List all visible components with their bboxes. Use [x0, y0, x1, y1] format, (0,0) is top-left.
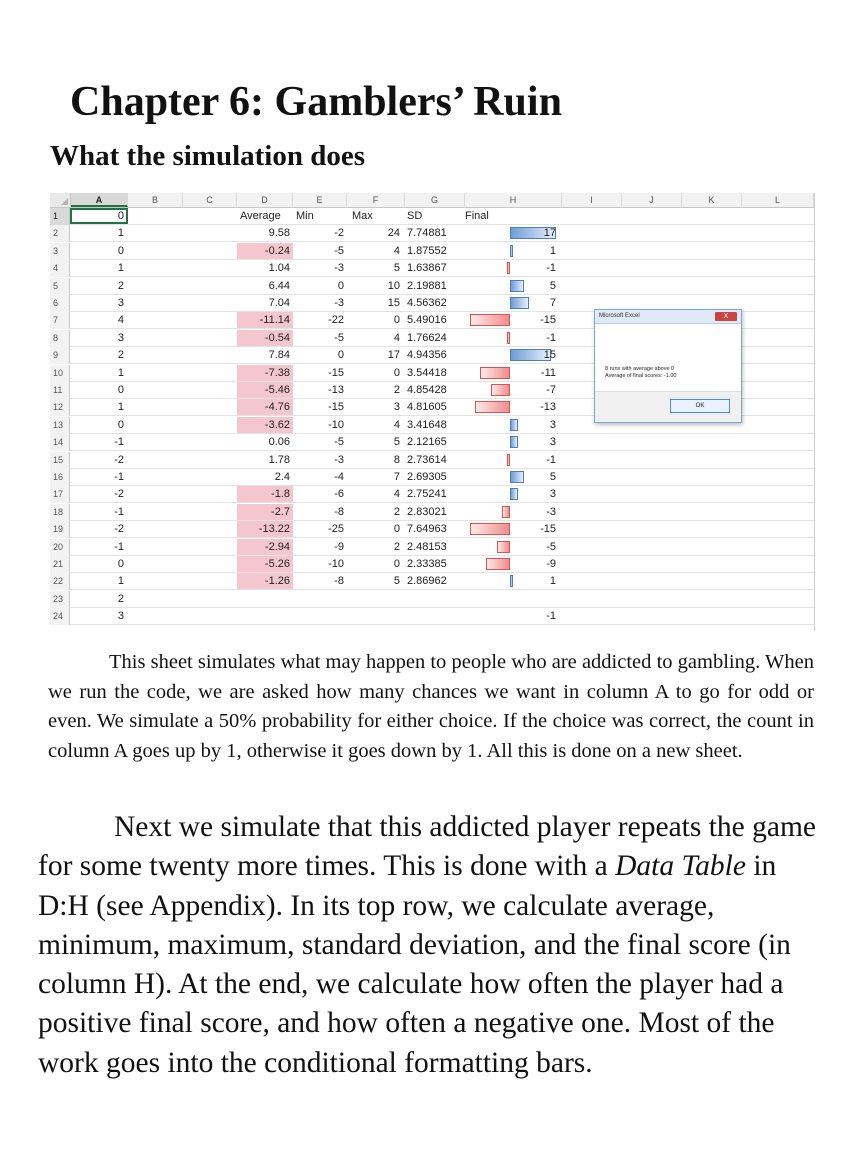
- cell-average[interactable]: 7.84: [268, 349, 290, 362]
- row-number[interactable]: 16: [50, 469, 70, 486]
- dialog-message-average: Average of final scores: -1.00: [605, 373, 677, 379]
- cell-final[interactable]: 5: [549, 279, 556, 292]
- sheet-row: [50, 208, 814, 225]
- cell-min[interactable]: -22: [328, 314, 344, 327]
- cell-a[interactable]: -2: [114, 523, 124, 536]
- sheet-row: [50, 573, 814, 590]
- cell-final[interactable]: 5: [549, 471, 556, 483]
- row-number[interactable]: 11: [50, 382, 70, 399]
- sheet-row: [50, 608, 814, 625]
- cell-sd[interactable]: 2.83021: [407, 505, 447, 518]
- cell-max[interactable]: 15: [387, 297, 400, 309]
- cell-max[interactable]: 7: [393, 471, 400, 483]
- cell-final[interactable]: -9: [546, 558, 556, 570]
- cell-a[interactable]: 3: [117, 610, 124, 623]
- header-average[interactable]: Average: [240, 210, 281, 222]
- row-number[interactable]: 17: [50, 486, 70, 503]
- cell-a[interactable]: 2: [117, 349, 124, 362]
- cell-sd[interactable]: 2.86962: [407, 575, 447, 588]
- header-sd[interactable]: SD: [407, 210, 423, 222]
- column-header-h[interactable]: H: [465, 193, 562, 207]
- cell-max[interactable]: 3: [393, 401, 400, 414]
- row-number[interactable]: 18: [50, 504, 70, 521]
- sheet-row: [50, 452, 814, 469]
- cell-sd[interactable]: 7.64963: [407, 523, 447, 536]
- cell-min[interactable]: -15: [328, 366, 344, 379]
- cell-a[interactable]: -1: [114, 436, 124, 449]
- cell-average[interactable]: -1.26: [237, 573, 293, 589]
- cell-a[interactable]: 2: [117, 279, 124, 292]
- cell-max[interactable]: 10: [387, 279, 400, 292]
- cell-average[interactable]: 9.58: [268, 227, 290, 240]
- cell-max[interactable]: 2: [393, 540, 400, 553]
- cell-a[interactable]: -2: [114, 488, 124, 501]
- cell-min[interactable]: 0: [337, 279, 344, 292]
- cell-min[interactable]: -10: [328, 558, 344, 570]
- cell-a[interactable]: 3: [117, 331, 124, 344]
- close-icon[interactable]: X: [715, 312, 737, 321]
- column-header-d[interactable]: D: [237, 193, 293, 207]
- cell-a[interactable]: 1: [117, 575, 124, 588]
- dialog-title: Microsoft Excel: [599, 313, 640, 319]
- cell-final[interactable]: -1: [546, 610, 556, 623]
- column-header-c[interactable]: C: [183, 193, 237, 207]
- cell-max[interactable]: 24: [387, 227, 400, 240]
- cell-sd[interactable]: 4.56362: [407, 297, 447, 309]
- cell-final[interactable]: -11: [540, 366, 556, 379]
- cell-average[interactable]: -3.62: [237, 417, 293, 433]
- cell-max[interactable]: 0: [393, 558, 400, 570]
- sheet-row: [50, 260, 814, 277]
- cell-sd[interactable]: 3.41648: [407, 418, 447, 431]
- cell-average[interactable]: -0.54: [237, 330, 293, 346]
- cell-min[interactable]: -4: [334, 471, 344, 483]
- cell-average[interactable]: 6.44: [268, 279, 290, 292]
- row-number[interactable]: 4: [50, 260, 70, 277]
- cell-average[interactable]: -5.46: [237, 382, 293, 398]
- cell-min[interactable]: -6: [334, 488, 344, 501]
- cell-min[interactable]: 0: [337, 349, 344, 362]
- cell-sd[interactable]: 3.54418: [407, 366, 447, 379]
- paragraph-data-table: [38, 808, 818, 1083]
- cell-final[interactable]: -1: [546, 262, 556, 275]
- cell-max[interactable]: 0: [393, 314, 400, 327]
- select-all-corner[interactable]: [50, 193, 71, 207]
- cell-final[interactable]: 3: [549, 436, 556, 449]
- sheet-row: [50, 556, 814, 573]
- cell-final[interactable]: 7: [549, 297, 556, 309]
- cell-average[interactable]: 0.06: [268, 436, 290, 449]
- cell-average[interactable]: [237, 608, 293, 624]
- cell-final[interactable]: 1: [549, 244, 556, 257]
- cell-min[interactable]: -8: [334, 575, 344, 588]
- paragraph-description: [48, 648, 814, 766]
- sheet-row: [50, 486, 814, 503]
- cell-min[interactable]: -3: [334, 262, 344, 275]
- cell-a[interactable]: 0: [117, 418, 124, 431]
- cell-average[interactable]: -1.8: [237, 486, 293, 502]
- cell-a[interactable]: 2: [117, 592, 124, 605]
- column-header-b[interactable]: B: [128, 193, 183, 207]
- column-header-e[interactable]: E: [293, 193, 347, 207]
- ok-button[interactable]: OK: [670, 399, 730, 413]
- row-number[interactable]: 10: [50, 365, 70, 382]
- cell-final[interactable]: 3: [549, 418, 556, 431]
- cell-final[interactable]: -13: [540, 401, 556, 414]
- column-header-f[interactable]: F: [347, 193, 405, 207]
- row-number[interactable]: 2: [50, 225, 70, 242]
- cell-max[interactable]: 8: [393, 453, 400, 466]
- cell-final[interactable]: -7: [546, 384, 556, 396]
- column-header-k[interactable]: K: [682, 193, 742, 207]
- cell-final[interactable]: 15: [543, 349, 556, 362]
- row-number[interactable]: 3: [50, 243, 70, 260]
- cell-sd[interactable]: 1.76624: [407, 331, 447, 344]
- column-header-bar: [50, 193, 814, 208]
- row-number[interactable]: 22: [50, 573, 70, 590]
- column-header-i[interactable]: I: [562, 193, 622, 207]
- cell-sd[interactable]: 2.73614: [407, 453, 447, 466]
- row-number[interactable]: 24: [50, 608, 70, 625]
- paragraph-description-text: This sheet simulates what may happen to people who are addicted to gambling. When we run the code, we are asked how many chances we want in column A to go for odd or even. We simulate a 50% probability for either choice. If the choice was correct, the count in column A goes up by 1, otherwise it goes down by 1. All this is done on a new sheet.: [48, 651, 814, 762]
- cell-average[interactable]: -2.94: [237, 539, 293, 555]
- cell-min[interactable]: -25: [328, 523, 344, 536]
- cell-average[interactable]: 7.04: [268, 297, 290, 309]
- cell-max[interactable]: 0: [393, 523, 400, 536]
- cell-average[interactable]: 1.04: [268, 262, 290, 275]
- row-number[interactable]: 13: [50, 417, 70, 434]
- column-header-l[interactable]: L: [742, 193, 814, 207]
- spreadsheet: [50, 193, 815, 631]
- cell-sd[interactable]: 2.12165: [407, 436, 447, 449]
- cell-max[interactable]: 5: [393, 262, 400, 275]
- data-table-term: Data Table: [615, 850, 746, 883]
- row-number[interactable]: 9: [50, 347, 70, 364]
- sheet-row: [50, 539, 814, 556]
- cell-min[interactable]: -15: [328, 401, 344, 414]
- cell-min[interactable]: -5: [334, 244, 344, 257]
- cell-max[interactable]: 5: [393, 436, 400, 449]
- cell-max[interactable]: 5: [393, 575, 400, 588]
- cell-average[interactable]: -4.76: [237, 399, 293, 415]
- cell-average[interactable]: -0.24: [237, 243, 293, 259]
- column-header-j[interactable]: J: [622, 193, 682, 207]
- sheet-row: [50, 521, 814, 538]
- cell-min[interactable]: [293, 608, 347, 624]
- row-number[interactable]: 7: [50, 312, 70, 329]
- dialog-titlebar: [595, 310, 741, 324]
- cell-max[interactable]: [347, 591, 403, 607]
- column-header-g[interactable]: G: [405, 193, 465, 207]
- cell-sd[interactable]: [405, 591, 465, 607]
- cell-a[interactable]: -2: [114, 453, 124, 466]
- cell-max[interactable]: 17: [387, 349, 400, 362]
- section-title: What the simulation does: [50, 140, 366, 172]
- dialog-footer: [595, 391, 741, 422]
- row-number[interactable]: 23: [50, 591, 70, 608]
- cell-average[interactable]: -2.7: [237, 504, 293, 520]
- cell-final[interactable]: -1: [546, 453, 556, 466]
- cell-sd[interactable]: 2.75241: [407, 488, 447, 501]
- cell-sd[interactable]: 4.85428: [407, 384, 447, 396]
- cell-a[interactable]: 1: [117, 366, 124, 379]
- cell-max[interactable]: 4: [393, 488, 400, 501]
- row-number[interactable]: 8: [50, 330, 70, 347]
- cell-a[interactable]: 1: [117, 227, 124, 240]
- row-number[interactable]: 6: [50, 295, 70, 312]
- cell-min[interactable]: -3: [334, 453, 344, 466]
- cell-sd[interactable]: 1.87552: [407, 244, 447, 257]
- cell-sd[interactable]: 2.69305: [407, 471, 447, 483]
- cell-a[interactable]: 0: [117, 384, 124, 396]
- row-number[interactable]: 20: [50, 539, 70, 556]
- cell-max[interactable]: 4: [393, 331, 400, 344]
- paragraph-data-table-part2: in D:H (see Appendix). In its top row, we calculate average, minimum, maximum, standard deviation, and the final score (in column H). At the end, we calculate how often the player had a positive final score, and how often a negative one. Most of the work goes into the conditional formatting bars.: [38, 850, 791, 1079]
- cell-average[interactable]: -11.14: [237, 312, 293, 328]
- excel-message-dialog: [594, 309, 742, 423]
- cell-final[interactable]: -5: [546, 540, 556, 553]
- chapter-title: Chapter 6: Gamblers’ Ruin: [70, 79, 562, 125]
- cell-a[interactable]: 0: [70, 208, 128, 224]
- cell-min[interactable]: -5: [334, 331, 344, 344]
- cell-min[interactable]: -3: [334, 297, 344, 309]
- header-final[interactable]: Final: [465, 210, 489, 222]
- row-number[interactable]: 5: [50, 278, 70, 295]
- cell-max[interactable]: 2: [393, 384, 400, 396]
- row-number[interactable]: 14: [50, 434, 70, 451]
- cell-a[interactable]: 4: [117, 314, 124, 327]
- cell-max[interactable]: 2: [393, 505, 400, 518]
- cell-min[interactable]: [293, 591, 347, 607]
- cell-sd[interactable]: 4.81605: [407, 401, 447, 414]
- cell-final[interactable]: 17: [543, 227, 556, 240]
- cell-final[interactable]: [465, 591, 562, 607]
- sheet-row: [50, 434, 814, 451]
- cell-average[interactable]: -13.22: [237, 521, 293, 537]
- cell-min[interactable]: -10: [328, 418, 344, 431]
- cell-min[interactable]: -8: [334, 505, 344, 518]
- column-header-a[interactable]: A: [71, 193, 128, 207]
- cell-a[interactable]: 1: [117, 262, 124, 275]
- cell-average[interactable]: [237, 591, 293, 607]
- cell-sd[interactable]: 4.94356: [407, 349, 447, 362]
- cell-min[interactable]: -13: [328, 384, 344, 396]
- sheet-row: [50, 469, 814, 486]
- cell-final[interactable]: -15: [540, 314, 556, 327]
- cell-a[interactable]: 1: [117, 401, 124, 414]
- cell-sd[interactable]: 7.74881: [407, 227, 447, 240]
- cell-min[interactable]: -2: [334, 227, 344, 240]
- cell-sd[interactable]: 2.19881: [407, 279, 447, 292]
- cell-max[interactable]: 4: [393, 418, 400, 431]
- cell-average[interactable]: -7.38: [237, 365, 293, 381]
- row-number[interactable]: 1: [50, 208, 70, 225]
- sheet-row: [50, 225, 814, 242]
- cell-max[interactable]: 0: [393, 366, 400, 379]
- row-number[interactable]: 15: [50, 452, 70, 469]
- cell-sd[interactable]: 2.33385: [407, 558, 447, 570]
- cell-a[interactable]: -1: [114, 505, 124, 518]
- sheet-row: [50, 243, 814, 260]
- cell-a[interactable]: 0: [117, 558, 124, 570]
- cell-sd[interactable]: 5.49016: [407, 314, 447, 327]
- cell-final[interactable]: -3: [546, 505, 556, 518]
- cell-a[interactable]: -1: [114, 540, 124, 553]
- cell-a[interactable]: -1: [114, 471, 124, 483]
- row-number[interactable]: 12: [50, 399, 70, 416]
- row-number[interactable]: 19: [50, 521, 70, 538]
- header-max[interactable]: Max: [352, 210, 373, 222]
- cell-sd[interactable]: 2.48153: [407, 540, 447, 553]
- cell-final[interactable]: -1: [546, 331, 556, 344]
- cell-average[interactable]: 1.78: [268, 453, 290, 466]
- cell-final[interactable]: 3: [549, 488, 556, 501]
- cell-max[interactable]: [347, 608, 403, 624]
- cell-a[interactable]: 3: [117, 297, 124, 309]
- cell-average[interactable]: 2.4: [274, 471, 290, 483]
- cell-a[interactable]: 0: [117, 244, 124, 257]
- cell-average[interactable]: -5.26: [237, 556, 293, 572]
- dialog-message-runs: 8 runs with average above 0: [605, 366, 675, 372]
- row-number[interactable]: 21: [50, 556, 70, 573]
- header-min[interactable]: Min: [296, 210, 314, 222]
- cell-sd[interactable]: 1.63867: [407, 262, 447, 275]
- paragraph-data-table-part1: Next we simulate that this addicted player repeats the game for some twenty more times. This is done with a: [38, 811, 817, 883]
- cell-final[interactable]: 1: [549, 575, 556, 588]
- sheet-row: [50, 278, 814, 295]
- cell-min[interactable]: -5: [334, 436, 344, 449]
- sheet-row: [50, 504, 814, 521]
- cell-min[interactable]: -9: [334, 540, 344, 553]
- cell-max[interactable]: 4: [393, 244, 400, 257]
- cell-sd[interactable]: [405, 608, 465, 624]
- sheet-row: [50, 591, 814, 608]
- cell-final[interactable]: -15: [540, 523, 556, 536]
